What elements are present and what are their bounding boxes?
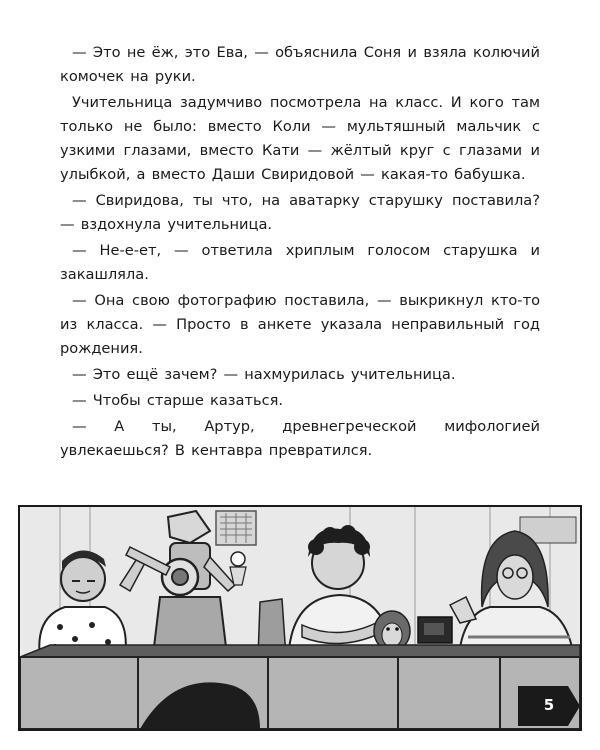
paragraph-3: — Свиридова, ты что, на аватарку старушку поставила? — вздохнула учительница.: [60, 192, 540, 233]
paragraph-8: — А ты, Артур, древнегреческой мифологией увлекаешься? В кентавра превратился.: [60, 418, 540, 459]
small-figure: [230, 552, 246, 585]
classroom-illustration: [18, 505, 582, 731]
paragraph-1: — Это не ёж, это Ева, — объяснила Соня и взяла колючий комочек на руки.: [60, 44, 540, 85]
illustration-art: [20, 507, 580, 729]
desks: [20, 645, 580, 729]
paragraph-4: — Не-е-ет, — ответила хриплым голосом старушка и закашляла.: [60, 242, 540, 283]
page-number: 5: [543, 696, 555, 714]
paragraph-5: — Она свою фотографию поставила, — выкрикнул кто-то из класса. — Просто в анкете указала неправильный год рождения.: [60, 292, 540, 357]
story-text: [60, 41, 540, 465]
paragraph-2: Учительница задумчиво посмотрела на класс. И кого там только не было: вместо Коли — мультяшный мальчик с узкими глазами, вместо Кати — жёлтый круг с глазами и улыбкой, а вместо Даши Свиридовой — какая-то бабушка.: [60, 94, 540, 183]
paragraph-7: — Чтобы старше казаться.: [72, 392, 284, 409]
paragraph-6: — Это ещё зачем? — нахмурилась учительница.: [72, 366, 456, 383]
